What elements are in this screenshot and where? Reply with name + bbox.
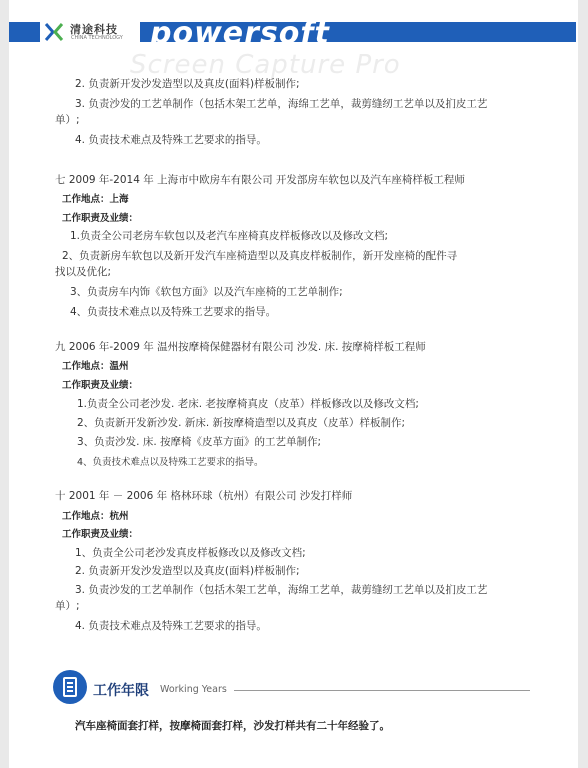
duty-item: 2、负责新房车软包以及新开发汽车座椅造型以及真皮样板制作，新开发座椅的配件寻 bbox=[62, 250, 458, 262]
duties-label: 工作职责及业绩： bbox=[62, 529, 139, 540]
page-margin-left bbox=[0, 0, 9, 768]
text-line: 单）; bbox=[55, 114, 80, 126]
section-title: 工作年限 bbox=[93, 683, 149, 699]
duties-label: 工作职责及业绩： bbox=[62, 380, 139, 391]
logo-text-en: CHINA TECHNOLOGY bbox=[71, 35, 123, 41]
working-years-summary: 汽车座椅面套打样，按摩椅面套打样，沙发打样共有二十年经验了。 bbox=[75, 720, 390, 732]
duty-item: 3. 负责沙发的工艺单制作（包括木架工艺单，海绵工艺单，裁剪缝纫工艺单以及扪皮工艺 bbox=[75, 584, 488, 596]
duty-item-cont: 找以及优化; bbox=[55, 266, 112, 278]
duty-item: 4、负责技术难点以及特殊工艺要求的指导。 bbox=[70, 306, 277, 318]
logo-text-cn: 清途科技 bbox=[70, 23, 118, 36]
watermark-brand: powersoft bbox=[150, 16, 330, 51]
duty-item: 3、负责沙发. 床. 按摩椅《皮革方面》的工艺单制作; bbox=[77, 436, 322, 448]
duty-item: 4. 负责技术难点及特殊工艺要求的指导。 bbox=[75, 620, 267, 632]
watermark-subtitle: Screen Capture Pro bbox=[130, 50, 401, 80]
job-location: 工作地点：上海 bbox=[62, 194, 129, 205]
job-location: 工作地点：杭州 bbox=[62, 511, 129, 522]
text-line: 3. 负责沙发的工艺单制作（包括木架工艺单，海绵工艺单，裁剪缝纫工艺单以及扪皮工艺 bbox=[75, 98, 488, 110]
duties-label: 工作职责及业绩： bbox=[62, 213, 139, 224]
logo-mark-icon bbox=[43, 21, 65, 43]
duty-item: 3、负责房车内饰《软包方面》以及汽车座椅的工艺单制作; bbox=[70, 286, 343, 298]
duty-item: 1、负责全公司老沙发真皮样板修改以及修改文档; bbox=[75, 547, 306, 559]
duty-item: 4、负责技术难点以及特殊工艺要求的指导。 bbox=[77, 457, 264, 468]
text-line: 4. 负责技术难点及特殊工艺要求的指导。 bbox=[75, 134, 267, 146]
duty-item: 2、负责新开发新沙发. 新床. 新按摩椅造型以及真皮（皮革）样板制作; bbox=[77, 417, 406, 429]
page-margin-right bbox=[578, 0, 588, 768]
text-line: 2. 负责新开发沙发造型以及真皮(面料)样板制作; bbox=[75, 78, 300, 90]
duty-item: 2. 负责新开发沙发造型以及真皮(面料)样板制作; bbox=[75, 565, 300, 577]
job-header: 七 2009 年-2014 年 上海市中欧房车有限公司 开发部房车软包以及汽车座椅样板工程师 bbox=[55, 174, 465, 186]
job-header: 十 2001 年 － 2006 年 格林环球（杭州）有限公司 沙发打样师 bbox=[55, 490, 353, 502]
section-subtitle: Working Years bbox=[160, 684, 227, 695]
duty-item-cont: 单）; bbox=[55, 600, 80, 612]
duty-item: 1.负责全公司老沙发. 老床. 老按摩椅真皮（皮革）样板修改以及修改文档; bbox=[77, 398, 419, 410]
job-header: 九 2006 年-2009 年 温州按摩椅保健器材有限公司 沙发. 床. 按摩椅样板工程师 bbox=[55, 341, 426, 353]
company-logo bbox=[40, 18, 140, 46]
duty-item: 1.负责全公司老房车软包以及老汽车座椅真皮样板修改以及修改文档; bbox=[70, 230, 389, 242]
job-location: 工作地点：温州 bbox=[62, 361, 129, 372]
document-icon bbox=[53, 670, 87, 704]
section-divider bbox=[234, 690, 530, 691]
